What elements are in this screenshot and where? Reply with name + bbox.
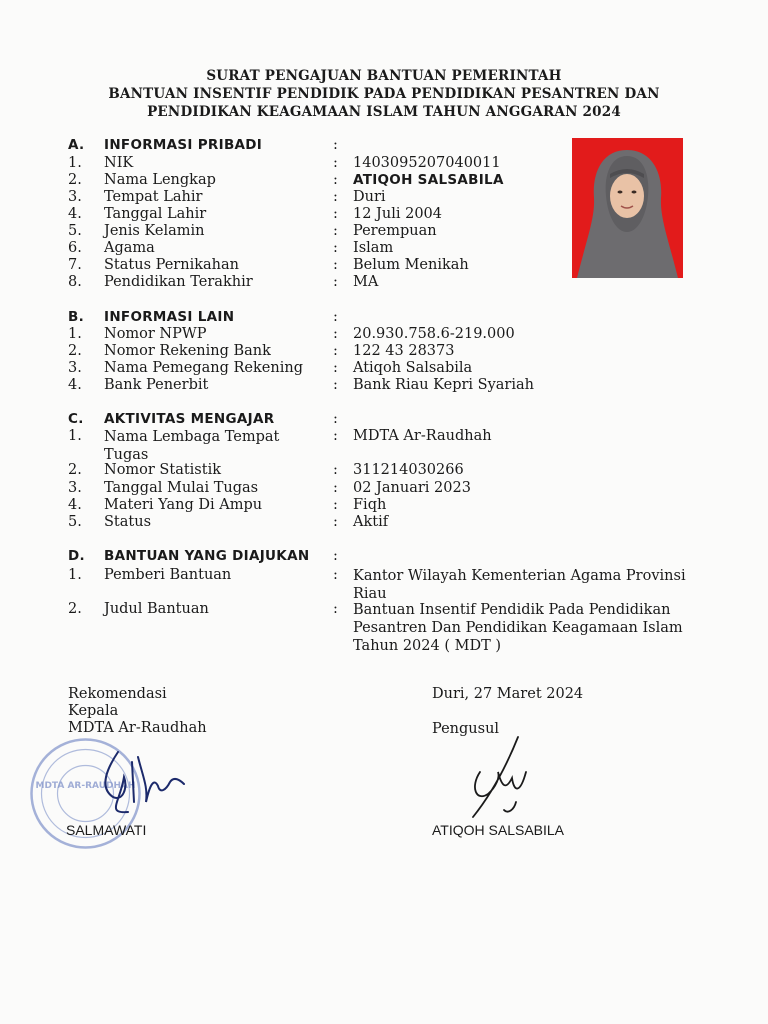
right-signer-name: ATIQOH SALSABILA [432,822,565,838]
section-b-header: B. INFORMASI LAIN : [68,309,338,325]
institution-label: MDTA Ar-Raudhah [68,720,207,736]
field-pendidikan-terakhir: 8. Pendidikan Terakhir : MA [68,274,379,290]
field-materi: 4. Materi Yang Di Ampu : Fiqh [68,497,387,513]
field-nomor-statistik: 2. Nomor Statistik : 311214030266 [68,462,464,478]
field-npwp: 1. Nomor NPWP : 20.930.758.6-219.000 [68,326,515,342]
rekomendasi-label: Rekomendasi [68,686,167,702]
field-nama-lengkap: 2. Nama Lengkap : ATIQOH SALSABILA [68,172,504,188]
section-d-header: D. BANTUAN YANG DIAJUKAN : [68,548,338,564]
section-a-header: A. INFORMASI PRIBADI : [68,137,338,153]
place-date: Duri, 27 Maret 2024 [432,686,584,702]
field-tanggal-lahir: 4. Tanggal Lahir : 12 Juli 2004 [68,206,442,222]
field-pemberi-bantuan: 1. Pemberi Bantuan : Kantor Wilayah Kementerian Agama Provinsi Riau [68,567,686,602]
section-c-header: C. AKTIVITAS MENGAJAR : [68,411,338,427]
title-line-1: SURAT PENGAJUAN BANTUAN PEMERINTAH [206,68,562,84]
right-signature-ink [448,732,548,827]
kepala-label: Kepala [68,703,119,719]
left-signer-name: SALMAWATI [66,822,147,838]
field-nik: 1. NIK : 1403095207040011 [68,155,501,171]
field-pemegang-rekening: 3. Nama Pemegang Rekening : Atiqoh Salsabila [68,360,473,376]
title-line-3: PENDIDIKAN KEAGAMAAN ISLAM TAHUN ANGGARAN 2024 [147,104,621,120]
title-line-2: BANTUAN INSENTIF PENDIDIK PADA PENDIDIKAN PESANTREN DAN [108,86,660,102]
field-status: 5. Status : Aktif [68,514,389,530]
field-agama: 6. Agama : Islam [68,240,394,256]
field-nama-lembaga: 1. Nama Lembaga Tempat Tugas : MDTA Ar-Raudhah [68,428,492,463]
field-judul-bantuan: 2. Judul Bantuan : Bantuan Insentif Pendidik Pada Pendidikan Pesantren Dan Pendidikan Keagamaan Islam Tahun 2024 ( MDT ) [68,601,683,654]
field-jenis-kelamin: 5. Jenis Kelamin : Perempuan [68,223,437,239]
pengusul-label: Pengusul [432,721,500,737]
field-status-pernikahan: 7. Status Pernikahan : Belum Menikah [68,257,469,273]
field-bank-penerbit: 4. Bank Penerbit : Bank Riau Kepri Syariah [68,377,534,393]
field-tanggal-mulai: 3. Tanggal Mulai Tugas : 02 Januari 2023 [68,480,471,496]
field-tempat-lahir: 3. Tempat Lahir : Duri [68,189,386,205]
field-rekening: 2. Nomor Rekening Bank : 122 43 28373 [68,343,455,359]
left-signature-ink [88,742,198,822]
stamp-text: MDTA AR-RAUDHAH [35,781,136,791]
